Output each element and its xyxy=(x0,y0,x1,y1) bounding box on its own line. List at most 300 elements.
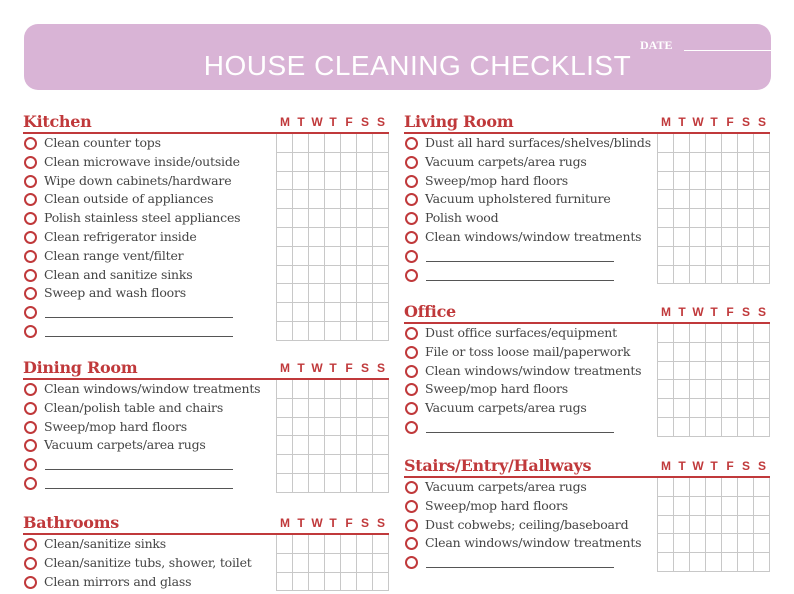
day-checkbox-cell[interactable] xyxy=(722,266,738,285)
day-checkbox-cell[interactable] xyxy=(341,573,357,592)
day-checkbox-cell[interactable] xyxy=(293,535,309,554)
checkbox-circle-icon[interactable] xyxy=(405,346,418,359)
day-checkbox-cell[interactable] xyxy=(754,153,770,172)
day-checkbox-cell[interactable] xyxy=(674,247,690,266)
day-checkbox-cell[interactable] xyxy=(754,418,770,437)
day-checkbox-cell[interactable] xyxy=(357,573,373,592)
day-checkbox-cell[interactable] xyxy=(658,209,674,228)
checkbox-circle-icon[interactable] xyxy=(24,231,37,244)
checkbox-circle-icon[interactable] xyxy=(405,175,418,188)
day-checkbox-cell[interactable] xyxy=(674,380,690,399)
day-checkbox-cell[interactable] xyxy=(754,497,770,516)
day-checkbox-cell[interactable] xyxy=(373,554,389,573)
checkbox-circle-icon[interactable] xyxy=(24,383,37,396)
day-checkbox-cell[interactable] xyxy=(738,418,754,437)
day-checkbox-cell[interactable] xyxy=(325,418,341,437)
day-checkbox-cell[interactable] xyxy=(325,436,341,455)
day-checkbox-cell[interactable] xyxy=(754,266,770,285)
day-checkbox-cell[interactable] xyxy=(325,474,341,493)
checkbox-circle-icon[interactable] xyxy=(24,325,37,338)
checkbox-circle-icon[interactable] xyxy=(405,519,418,532)
day-checkbox-cell[interactable] xyxy=(341,209,357,228)
day-checkbox-cell[interactable] xyxy=(293,209,309,228)
day-checkbox-cell[interactable] xyxy=(738,362,754,381)
day-checkbox-cell[interactable] xyxy=(706,172,722,191)
day-checkbox-cell[interactable] xyxy=(690,380,706,399)
day-checkbox-cell[interactable] xyxy=(754,190,770,209)
day-checkbox-cell[interactable] xyxy=(690,418,706,437)
day-checkbox-cell[interactable] xyxy=(325,322,341,341)
day-checkbox-cell[interactable] xyxy=(690,153,706,172)
day-checkbox-cell[interactable] xyxy=(341,284,357,303)
day-checkbox-cell[interactable] xyxy=(658,324,674,343)
day-checkbox-cell[interactable] xyxy=(277,303,293,322)
checkbox-circle-icon[interactable] xyxy=(24,156,37,169)
day-checkbox-cell[interactable] xyxy=(293,153,309,172)
day-checkbox-cell[interactable] xyxy=(293,573,309,592)
day-checkbox-cell[interactable] xyxy=(722,228,738,247)
day-checkbox-cell[interactable] xyxy=(658,134,674,153)
day-checkbox-cell[interactable] xyxy=(373,322,389,341)
checkbox-circle-icon[interactable] xyxy=(24,175,37,188)
day-checkbox-cell[interactable] xyxy=(277,228,293,247)
day-checkbox-cell[interactable] xyxy=(309,418,325,437)
day-checkbox-cell[interactable] xyxy=(341,247,357,266)
day-checkbox-cell[interactable] xyxy=(277,209,293,228)
day-checkbox-cell[interactable] xyxy=(738,534,754,553)
day-checkbox-cell[interactable] xyxy=(674,134,690,153)
blank-item-line[interactable] xyxy=(426,432,614,433)
day-checkbox-cell[interactable] xyxy=(277,436,293,455)
day-checkbox-cell[interactable] xyxy=(722,399,738,418)
day-checkbox-cell[interactable] xyxy=(690,324,706,343)
day-checkbox-cell[interactable] xyxy=(658,516,674,535)
day-checkbox-cell[interactable] xyxy=(309,554,325,573)
day-checkbox-cell[interactable] xyxy=(309,303,325,322)
blank-item-line[interactable] xyxy=(426,261,614,262)
day-checkbox-cell[interactable] xyxy=(373,266,389,285)
day-checkbox-cell[interactable] xyxy=(658,478,674,497)
checkbox-circle-icon[interactable] xyxy=(24,137,37,150)
day-checkbox-cell[interactable] xyxy=(373,474,389,493)
day-checkbox-cell[interactable] xyxy=(738,516,754,535)
checkbox-circle-icon[interactable] xyxy=(405,421,418,434)
day-checkbox-cell[interactable] xyxy=(706,343,722,362)
day-checkbox-cell[interactable] xyxy=(722,209,738,228)
day-checkbox-cell[interactable] xyxy=(357,247,373,266)
day-checkbox-cell[interactable] xyxy=(658,228,674,247)
day-checkbox-cell[interactable] xyxy=(754,553,770,572)
checkbox-circle-icon[interactable] xyxy=(405,156,418,169)
day-checkbox-cell[interactable] xyxy=(706,153,722,172)
day-checkbox-cell[interactable] xyxy=(722,380,738,399)
day-checkbox-cell[interactable] xyxy=(722,153,738,172)
day-checkbox-cell[interactable] xyxy=(690,497,706,516)
day-checkbox-cell[interactable] xyxy=(658,497,674,516)
day-checkbox-cell[interactable] xyxy=(690,399,706,418)
day-checkbox-cell[interactable] xyxy=(754,380,770,399)
day-checkbox-cell[interactable] xyxy=(373,134,389,153)
day-checkbox-cell[interactable] xyxy=(357,399,373,418)
day-checkbox-cell[interactable] xyxy=(293,190,309,209)
day-checkbox-cell[interactable] xyxy=(357,266,373,285)
day-checkbox-cell[interactable] xyxy=(658,553,674,572)
day-checkbox-cell[interactable] xyxy=(341,535,357,554)
day-checkbox-cell[interactable] xyxy=(293,474,309,493)
day-checkbox-cell[interactable] xyxy=(722,478,738,497)
day-checkbox-cell[interactable] xyxy=(357,436,373,455)
day-checkbox-cell[interactable] xyxy=(309,228,325,247)
checkbox-circle-icon[interactable] xyxy=(24,193,37,206)
day-checkbox-cell[interactable] xyxy=(357,535,373,554)
checkbox-circle-icon[interactable] xyxy=(405,212,418,225)
day-checkbox-cell[interactable] xyxy=(341,153,357,172)
day-checkbox-cell[interactable] xyxy=(754,516,770,535)
day-checkbox-cell[interactable] xyxy=(341,190,357,209)
day-checkbox-cell[interactable] xyxy=(357,474,373,493)
day-checkbox-cell[interactable] xyxy=(373,573,389,592)
day-checkbox-cell[interactable] xyxy=(277,455,293,474)
day-checkbox-cell[interactable] xyxy=(341,172,357,191)
day-checkbox-cell[interactable] xyxy=(325,380,341,399)
day-checkbox-cell[interactable] xyxy=(674,190,690,209)
day-checkbox-cell[interactable] xyxy=(658,153,674,172)
day-checkbox-cell[interactable] xyxy=(738,380,754,399)
day-checkbox-cell[interactable] xyxy=(373,190,389,209)
blank-item-line[interactable] xyxy=(45,488,233,489)
day-checkbox-cell[interactable] xyxy=(277,474,293,493)
day-checkbox-cell[interactable] xyxy=(357,153,373,172)
day-checkbox-cell[interactable] xyxy=(341,134,357,153)
day-checkbox-cell[interactable] xyxy=(373,399,389,418)
checkbox-circle-icon[interactable] xyxy=(405,231,418,244)
day-checkbox-cell[interactable] xyxy=(325,172,341,191)
day-checkbox-cell[interactable] xyxy=(690,553,706,572)
day-checkbox-cell[interactable] xyxy=(373,418,389,437)
day-checkbox-cell[interactable] xyxy=(706,247,722,266)
day-checkbox-cell[interactable] xyxy=(277,399,293,418)
day-checkbox-cell[interactable] xyxy=(738,343,754,362)
day-checkbox-cell[interactable] xyxy=(373,535,389,554)
day-checkbox-cell[interactable] xyxy=(293,228,309,247)
day-checkbox-cell[interactable] xyxy=(325,455,341,474)
day-checkbox-cell[interactable] xyxy=(293,266,309,285)
day-checkbox-cell[interactable] xyxy=(325,284,341,303)
day-checkbox-cell[interactable] xyxy=(341,266,357,285)
day-checkbox-cell[interactable] xyxy=(706,534,722,553)
day-checkbox-cell[interactable] xyxy=(277,247,293,266)
day-checkbox-cell[interactable] xyxy=(293,322,309,341)
checkbox-circle-icon[interactable] xyxy=(24,306,37,319)
day-checkbox-cell[interactable] xyxy=(706,418,722,437)
day-checkbox-cell[interactable] xyxy=(357,284,373,303)
day-checkbox-cell[interactable] xyxy=(658,534,674,553)
day-checkbox-cell[interactable] xyxy=(690,362,706,381)
blank-item-line[interactable] xyxy=(45,336,233,337)
day-checkbox-cell[interactable] xyxy=(738,172,754,191)
day-checkbox-cell[interactable] xyxy=(690,134,706,153)
day-checkbox-cell[interactable] xyxy=(325,554,341,573)
day-checkbox-cell[interactable] xyxy=(754,478,770,497)
day-checkbox-cell[interactable] xyxy=(357,303,373,322)
day-checkbox-cell[interactable] xyxy=(674,497,690,516)
day-checkbox-cell[interactable] xyxy=(674,172,690,191)
day-checkbox-cell[interactable] xyxy=(690,516,706,535)
day-checkbox-cell[interactable] xyxy=(706,553,722,572)
day-checkbox-cell[interactable] xyxy=(674,343,690,362)
day-checkbox-cell[interactable] xyxy=(722,172,738,191)
day-checkbox-cell[interactable] xyxy=(754,209,770,228)
day-checkbox-cell[interactable] xyxy=(325,266,341,285)
day-checkbox-cell[interactable] xyxy=(722,324,738,343)
day-checkbox-cell[interactable] xyxy=(754,134,770,153)
day-checkbox-cell[interactable] xyxy=(738,553,754,572)
day-checkbox-cell[interactable] xyxy=(722,516,738,535)
day-checkbox-cell[interactable] xyxy=(674,399,690,418)
day-checkbox-cell[interactable] xyxy=(754,228,770,247)
day-checkbox-cell[interactable] xyxy=(373,228,389,247)
checkbox-circle-icon[interactable] xyxy=(24,421,37,434)
day-checkbox-cell[interactable] xyxy=(277,190,293,209)
day-checkbox-cell[interactable] xyxy=(341,554,357,573)
checkbox-circle-icon[interactable] xyxy=(405,327,418,340)
day-checkbox-cell[interactable] xyxy=(658,266,674,285)
checkbox-circle-icon[interactable] xyxy=(24,557,37,570)
day-checkbox-cell[interactable] xyxy=(357,228,373,247)
day-checkbox-cell[interactable] xyxy=(658,380,674,399)
day-checkbox-cell[interactable] xyxy=(277,554,293,573)
day-checkbox-cell[interactable] xyxy=(754,343,770,362)
day-checkbox-cell[interactable] xyxy=(309,573,325,592)
day-checkbox-cell[interactable] xyxy=(722,134,738,153)
day-checkbox-cell[interactable] xyxy=(357,418,373,437)
checkbox-circle-icon[interactable] xyxy=(24,402,37,415)
day-checkbox-cell[interactable] xyxy=(706,190,722,209)
day-checkbox-cell[interactable] xyxy=(357,172,373,191)
checkbox-circle-icon[interactable] xyxy=(405,500,418,513)
checkbox-circle-icon[interactable] xyxy=(405,193,418,206)
day-checkbox-cell[interactable] xyxy=(738,324,754,343)
day-checkbox-cell[interactable] xyxy=(690,478,706,497)
day-checkbox-cell[interactable] xyxy=(309,190,325,209)
checkbox-circle-icon[interactable] xyxy=(24,269,37,282)
day-checkbox-cell[interactable] xyxy=(690,247,706,266)
day-checkbox-cell[interactable] xyxy=(373,153,389,172)
day-checkbox-cell[interactable] xyxy=(658,362,674,381)
checkbox-circle-icon[interactable] xyxy=(405,383,418,396)
day-checkbox-cell[interactable] xyxy=(309,284,325,303)
day-checkbox-cell[interactable] xyxy=(309,474,325,493)
day-checkbox-cell[interactable] xyxy=(293,436,309,455)
day-checkbox-cell[interactable] xyxy=(373,284,389,303)
day-checkbox-cell[interactable] xyxy=(754,172,770,191)
day-checkbox-cell[interactable] xyxy=(373,172,389,191)
day-checkbox-cell[interactable] xyxy=(754,247,770,266)
day-checkbox-cell[interactable] xyxy=(325,228,341,247)
day-checkbox-cell[interactable] xyxy=(309,399,325,418)
day-checkbox-cell[interactable] xyxy=(674,209,690,228)
checkbox-circle-icon[interactable] xyxy=(24,576,37,589)
day-checkbox-cell[interactable] xyxy=(754,362,770,381)
day-checkbox-cell[interactable] xyxy=(309,266,325,285)
day-checkbox-cell[interactable] xyxy=(325,134,341,153)
checkbox-circle-icon[interactable] xyxy=(24,212,37,225)
day-checkbox-cell[interactable] xyxy=(357,455,373,474)
day-checkbox-cell[interactable] xyxy=(293,303,309,322)
day-checkbox-cell[interactable] xyxy=(277,172,293,191)
day-checkbox-cell[interactable] xyxy=(357,554,373,573)
day-checkbox-cell[interactable] xyxy=(341,418,357,437)
day-checkbox-cell[interactable] xyxy=(325,303,341,322)
day-checkbox-cell[interactable] xyxy=(706,324,722,343)
day-checkbox-cell[interactable] xyxy=(341,380,357,399)
day-checkbox-cell[interactable] xyxy=(722,497,738,516)
day-checkbox-cell[interactable] xyxy=(277,573,293,592)
day-checkbox-cell[interactable] xyxy=(674,266,690,285)
day-checkbox-cell[interactable] xyxy=(690,266,706,285)
day-checkbox-cell[interactable] xyxy=(293,134,309,153)
day-checkbox-cell[interactable] xyxy=(690,343,706,362)
day-checkbox-cell[interactable] xyxy=(341,399,357,418)
day-checkbox-cell[interactable] xyxy=(658,418,674,437)
day-checkbox-cell[interactable] xyxy=(357,322,373,341)
day-checkbox-cell[interactable] xyxy=(293,247,309,266)
day-checkbox-cell[interactable] xyxy=(341,322,357,341)
day-checkbox-cell[interactable] xyxy=(722,190,738,209)
day-checkbox-cell[interactable] xyxy=(690,228,706,247)
day-checkbox-cell[interactable] xyxy=(325,399,341,418)
day-checkbox-cell[interactable] xyxy=(293,554,309,573)
day-checkbox-cell[interactable] xyxy=(309,134,325,153)
day-checkbox-cell[interactable] xyxy=(357,190,373,209)
day-checkbox-cell[interactable] xyxy=(690,190,706,209)
day-checkbox-cell[interactable] xyxy=(738,190,754,209)
day-checkbox-cell[interactable] xyxy=(738,209,754,228)
day-checkbox-cell[interactable] xyxy=(373,436,389,455)
day-checkbox-cell[interactable] xyxy=(674,418,690,437)
checkbox-circle-icon[interactable] xyxy=(405,481,418,494)
day-checkbox-cell[interactable] xyxy=(658,247,674,266)
day-checkbox-cell[interactable] xyxy=(706,380,722,399)
day-checkbox-cell[interactable] xyxy=(674,228,690,247)
day-checkbox-cell[interactable] xyxy=(277,153,293,172)
day-checkbox-cell[interactable] xyxy=(706,478,722,497)
checkbox-circle-icon[interactable] xyxy=(405,365,418,378)
day-checkbox-cell[interactable] xyxy=(341,455,357,474)
day-checkbox-cell[interactable] xyxy=(357,209,373,228)
day-checkbox-cell[interactable] xyxy=(706,399,722,418)
day-checkbox-cell[interactable] xyxy=(277,380,293,399)
day-checkbox-cell[interactable] xyxy=(722,553,738,572)
checkbox-circle-icon[interactable] xyxy=(405,250,418,263)
day-checkbox-cell[interactable] xyxy=(738,134,754,153)
day-checkbox-cell[interactable] xyxy=(706,209,722,228)
day-checkbox-cell[interactable] xyxy=(738,266,754,285)
day-checkbox-cell[interactable] xyxy=(293,284,309,303)
day-checkbox-cell[interactable] xyxy=(341,303,357,322)
day-checkbox-cell[interactable] xyxy=(674,153,690,172)
day-checkbox-cell[interactable] xyxy=(341,474,357,493)
day-checkbox-cell[interactable] xyxy=(658,172,674,191)
day-checkbox-cell[interactable] xyxy=(277,266,293,285)
day-checkbox-cell[interactable] xyxy=(690,534,706,553)
day-checkbox-cell[interactable] xyxy=(373,209,389,228)
day-checkbox-cell[interactable] xyxy=(706,134,722,153)
day-checkbox-cell[interactable] xyxy=(373,455,389,474)
day-checkbox-cell[interactable] xyxy=(357,134,373,153)
day-checkbox-cell[interactable] xyxy=(722,247,738,266)
day-checkbox-cell[interactable] xyxy=(357,380,373,399)
day-checkbox-cell[interactable] xyxy=(738,247,754,266)
blank-item-line[interactable] xyxy=(426,567,614,568)
day-checkbox-cell[interactable] xyxy=(277,535,293,554)
day-checkbox-cell[interactable] xyxy=(722,343,738,362)
checkbox-circle-icon[interactable] xyxy=(405,269,418,282)
day-checkbox-cell[interactable] xyxy=(309,172,325,191)
checkbox-circle-icon[interactable] xyxy=(24,477,37,490)
day-checkbox-cell[interactable] xyxy=(341,228,357,247)
day-checkbox-cell[interactable] xyxy=(706,362,722,381)
day-checkbox-cell[interactable] xyxy=(738,153,754,172)
day-checkbox-cell[interactable] xyxy=(277,284,293,303)
day-checkbox-cell[interactable] xyxy=(293,399,309,418)
day-checkbox-cell[interactable] xyxy=(754,324,770,343)
day-checkbox-cell[interactable] xyxy=(754,399,770,418)
day-checkbox-cell[interactable] xyxy=(706,516,722,535)
day-checkbox-cell[interactable] xyxy=(690,172,706,191)
day-checkbox-cell[interactable] xyxy=(722,362,738,381)
day-checkbox-cell[interactable] xyxy=(738,497,754,516)
day-checkbox-cell[interactable] xyxy=(309,436,325,455)
day-checkbox-cell[interactable] xyxy=(341,436,357,455)
day-checkbox-cell[interactable] xyxy=(309,209,325,228)
checkbox-circle-icon[interactable] xyxy=(24,458,37,471)
day-checkbox-cell[interactable] xyxy=(706,497,722,516)
checkbox-circle-icon[interactable] xyxy=(405,402,418,415)
day-checkbox-cell[interactable] xyxy=(293,418,309,437)
day-checkbox-cell[interactable] xyxy=(706,266,722,285)
day-checkbox-cell[interactable] xyxy=(658,343,674,362)
day-checkbox-cell[interactable] xyxy=(373,247,389,266)
day-checkbox-cell[interactable] xyxy=(325,535,341,554)
day-checkbox-cell[interactable] xyxy=(722,534,738,553)
day-checkbox-cell[interactable] xyxy=(674,553,690,572)
day-checkbox-cell[interactable] xyxy=(309,322,325,341)
day-checkbox-cell[interactable] xyxy=(674,362,690,381)
day-checkbox-cell[interactable] xyxy=(738,478,754,497)
day-checkbox-cell[interactable] xyxy=(658,190,674,209)
day-checkbox-cell[interactable] xyxy=(754,534,770,553)
day-checkbox-cell[interactable] xyxy=(309,455,325,474)
day-checkbox-cell[interactable] xyxy=(277,418,293,437)
day-checkbox-cell[interactable] xyxy=(738,228,754,247)
blank-item-line[interactable] xyxy=(426,280,614,281)
day-checkbox-cell[interactable] xyxy=(293,455,309,474)
checkbox-circle-icon[interactable] xyxy=(24,287,37,300)
day-checkbox-cell[interactable] xyxy=(658,399,674,418)
checkbox-circle-icon[interactable] xyxy=(24,538,37,551)
checkbox-circle-icon[interactable] xyxy=(24,250,37,263)
day-checkbox-cell[interactable] xyxy=(325,153,341,172)
day-checkbox-cell[interactable] xyxy=(277,322,293,341)
day-checkbox-cell[interactable] xyxy=(325,190,341,209)
day-checkbox-cell[interactable] xyxy=(309,247,325,266)
checkbox-circle-icon[interactable] xyxy=(405,556,418,569)
day-checkbox-cell[interactable] xyxy=(674,324,690,343)
checkbox-circle-icon[interactable] xyxy=(24,439,37,452)
day-checkbox-cell[interactable] xyxy=(674,534,690,553)
day-checkbox-cell[interactable] xyxy=(722,418,738,437)
